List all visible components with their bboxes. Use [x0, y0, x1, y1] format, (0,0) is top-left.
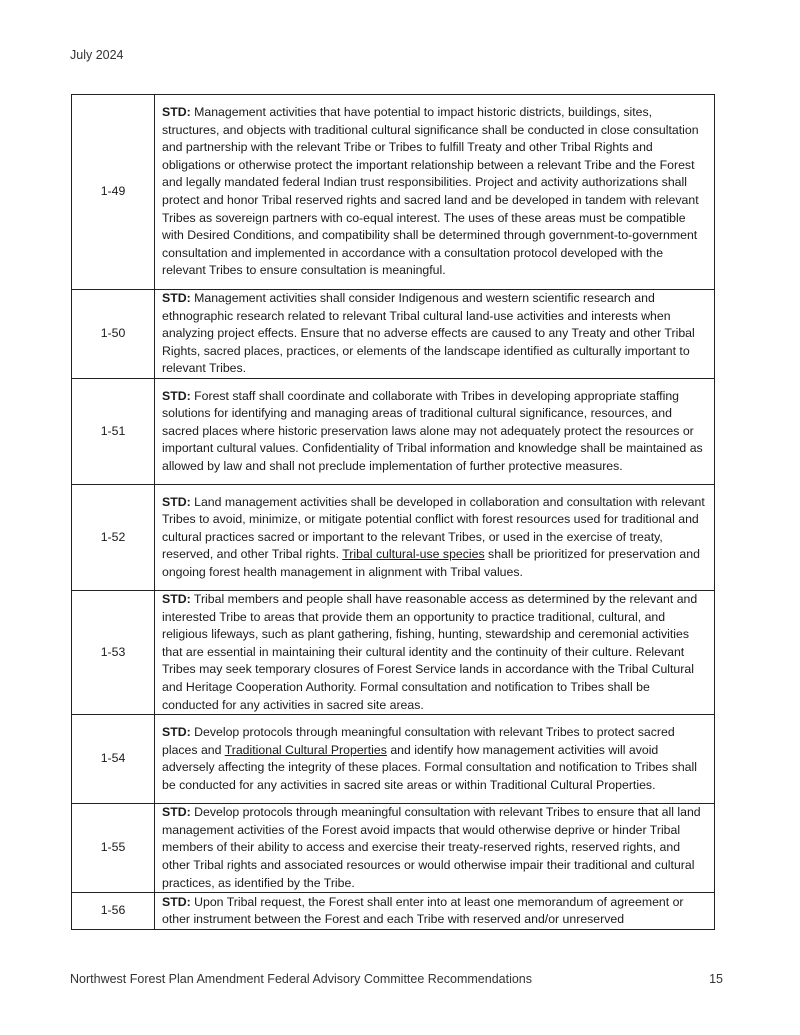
glossary-link[interactable]: Tribal cultural-use species: [342, 547, 485, 562]
standard-body: Management activities that have potential to impact historic districts, buildings, sites, structures, and objects with traditional cultural significance shall be conducted in close consultation and partnership with the relevant Tribe or Tribes to fulfill Treaty and other Tribal Rights and obligations or otherwise protect the important relationship between a relevant Tribe and the Forest and legally mandated federal Indian trust responsibilities. Project and activity authorizations shall protect and honor Tribal reserved rights and sacred land and be developed in tandem with relevant Tribes as sovereign partners with co-equal interest. The uses of these areas must be compatible with Desired Conditions, and compatibility shall be determined through government-to-government consultation and implemented in accordance with a consultation protocol developed with the relevant Tribes to ensure consultation is meaningful.: [162, 105, 699, 278]
standard-text: [155, 591, 715, 715]
table-row: [72, 485, 715, 591]
standard-id: 1-49: [72, 95, 155, 290]
standard-text: [155, 95, 715, 290]
standard-text: [155, 290, 715, 379]
standard-id: 1-53: [72, 591, 155, 715]
standard-body: shall be prioritized for preservation and ongoing forest health management in alignment with Tribal values.: [162, 547, 700, 579]
std-label: STD:: [162, 291, 191, 306]
table-row: [72, 379, 715, 485]
standard-id: 1-56: [72, 893, 155, 930]
standard-text: [155, 715, 715, 804]
standards-table: [71, 94, 715, 930]
page-number: 15: [709, 972, 723, 986]
table-row: [72, 591, 715, 715]
table-row: [72, 290, 715, 379]
standard-body: and identify how management activities will avoid adversely affecting the integrity of these places. Formal consultation and notification to Tribes shall be conducted for any activities in sacred site areas or within Traditional Cultural Properties.: [162, 742, 697, 792]
standard-text: [155, 379, 715, 485]
std-label: STD:: [162, 388, 191, 403]
standard-body: Develop protocols through meaningful consultation with relevant Tribes to protect sacred places and: [162, 724, 675, 757]
header-date: July 2024: [70, 48, 124, 62]
standard-text: [155, 485, 715, 591]
standard-id: 1-55: [72, 804, 155, 893]
standard-id: 1-50: [72, 290, 155, 379]
std-label: STD:: [162, 592, 191, 606]
standard-text: [155, 893, 715, 930]
standard-body: Management activities shall consider Indigenous and western scientific research and ethnographic research related to relevant Tribal cultural land-use activities and interests when analyzing project effects. Ensure that no adverse effects are caused to any Treaty and other Tribal Rights, sacred places, practices, or elements of the landscape identified as culturally important to relevant Tribes.: [162, 291, 695, 376]
table-row: [72, 804, 715, 893]
std-label: STD:: [162, 105, 191, 120]
table-row: [72, 893, 715, 930]
standard-body: Upon Tribal request, the Forest shall enter into at least one memorandum of agreement or other instrument between the Forest and each Tribe with reserved and/or unreserved: [162, 894, 684, 927]
standard-body: Develop protocols through meaningful consultation with relevant Tribes to ensure that all land management activities of the Forest avoid impacts that would otherwise deprive or hinder Tribal members of their ability to access and exercise their treaty-reserved rights, reserved rights, and other Tribal rights and associated resources or would otherwise impair their traditional and cultural practices, as identified by the Tribe.: [162, 805, 701, 890]
std-label: STD:: [162, 894, 191, 909]
std-label: STD:: [162, 494, 191, 509]
standard-id: 1-52: [72, 485, 155, 591]
standard-body: Tribal members and people shall have reasonable access as determined by the relevant and interested Tribe to areas that provide them an opportunity to practice traditional, cultural, and religious lifeways, such as plant gathering, fishing, hunting, stewardship and ceremonial activities that are essential in maintaining their cultural identity and the continuity of their culture. Relevant Tribes may seek temporary closures of Forest Service lands in accordance with the Tribal Cultural and Heritage Cooperation Authority. Formal consultation and notification to Tribes shall be conducted for any activities in sacred site areas.: [162, 592, 698, 712]
table-row: [72, 95, 715, 290]
standard-id: 1-54: [72, 715, 155, 804]
standard-body: Forest staff shall coordinate and collaborate with Tribes in developing appropriate staffing solutions for identifying and managing areas of traditional cultural significance, resources, and sacred places where historic preservation laws alone may not adequately protect the resources or important cultural values. Confidentiality of Tribal information and knowledge shall be maintained as allowed by law and shall not preclude implementation of further protective measures.: [162, 388, 703, 473]
footer-title: Northwest Forest Plan Amendment Federal Advisory Committee Recommendations: [70, 972, 532, 986]
standard-body: Land management activities shall be developed in collaboration and consultation with relevant Tribes to avoid, minimize, or mitigate potential conflict with forest resources used for traditional and cultural practices sacred or important to the relevant Tribes, or used in the exercise of treaty, reserved, and other Tribal rights.: [162, 494, 705, 562]
standard-text: [155, 804, 715, 893]
std-label: STD:: [162, 724, 191, 739]
std-label: STD:: [162, 805, 191, 820]
table-row: [72, 715, 715, 804]
glossary-link[interactable]: Traditional Cultural Properties: [224, 742, 387, 757]
standard-id: 1-51: [72, 379, 155, 485]
